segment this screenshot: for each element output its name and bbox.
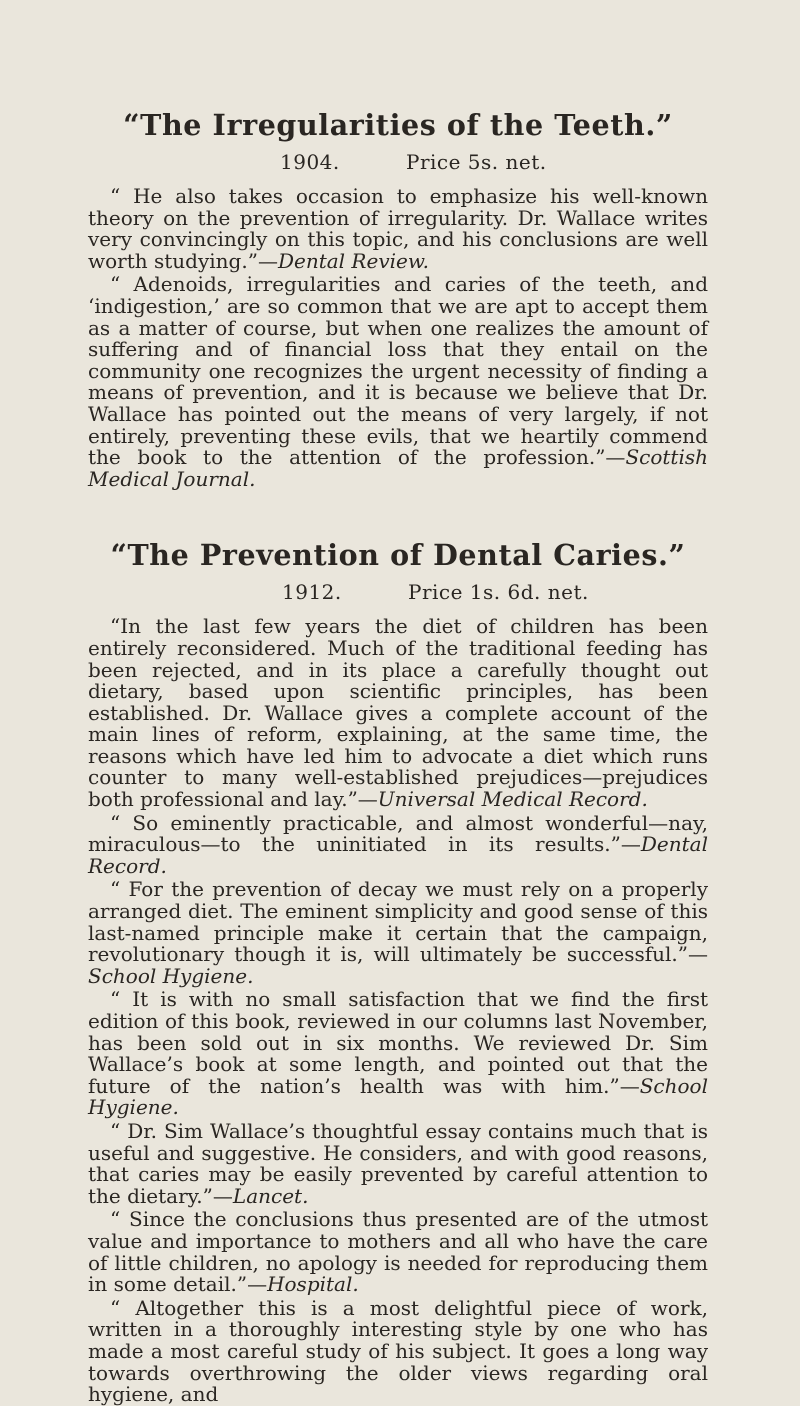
price: Price 5s. net. [406,150,547,174]
review-source: School Hygiene. [88,963,254,988]
review-quote: “ He also takes occasion to emphasize his well-known theory on the prevention of irregularity. Dr. Wallace writes very convincingly on this topic, and his conclusions are well worth studying.”— [88,184,708,273]
review-quote: “ Dr. Sim Wallace’s thoughtful essay contains much that is useful and suggestive. He considers, and with good reasons, that caries may be easily prevented by careful attention to the dietary.”— [88,1118,708,1208]
review-quote: “ So eminently practicable, and almost wonderful—nay, miraculous—to the uninitiated in its results.”— [88,810,708,857]
price: Price 1s. 6d. net. [408,580,589,605]
review-quote: “ Adenoids, irregularities and caries of the teeth, and ‘indigestion,’ are so common that we are apt to accept them as a matter of course, but when one realizes the amount of suffering and of financial loss that they entail on the community one recognizes the urgent necessity of finding a means of prevention, and it is because we believe that Dr. Wallace has pointed out the means of very largely, if not entirely, preventing these evils, that we heartily commend the book to the attention of the profession.”— [88,272,708,470]
review-source: Hospital. [267,1272,359,1297]
review-source: Dental Record. [88,832,708,878]
review-paragraph [88,274,708,490]
review-source: Dental Review. [277,248,429,273]
book-title: “The Prevention of Dental Caries.” [110,538,686,573]
section-spacer [88,492,708,538]
review-quote: “ Altogether this is a most delightful piece of work, written in a thoroughly interesting style by one who has made a most careful study of his subject. It goes a long way towards overthrowing the older views regarding oral hygiene, and [88,1295,708,1406]
publication-year: 1904. [280,150,340,174]
book-title: “The Irregularities of the Teeth.” [123,108,673,142]
review-paragraph [88,616,708,810]
publication-line [88,580,708,604]
review-paragraph [88,879,708,987]
publication-line [88,150,708,174]
review-paragraph [88,1209,708,1295]
publication-year: 1912. [282,580,342,605]
review-quote: “ It is with no small satisfaction that we find the first edition of this book, reviewed in our columns last November, has been sold out in six months. We reviewed Dr. Sim Wallace’s book at some length, and pointed out that the future of the nation’s health was with him.”— [88,987,708,1098]
review-source: School Hygiene. [88,1073,708,1120]
review-paragraph [88,1118,708,1208]
review-paragraph [88,810,708,878]
book-section-irregularities [88,108,708,490]
review-quote: “ For the prevention of decay we must rely on a properly arranged diet. The eminent simplicity and good sense of this last-named principle make it certain that the campaign, revolutionary though it is, will ultimately be successful.”— [88,877,708,967]
review-source: Universal Medical Record. [377,787,648,812]
review-source: Lancet. [232,1183,309,1208]
review-source: Scottish Medical Journal. [88,445,708,491]
review-quote: “ Since the conclusions thus presented are of the utmost value and importance to mothers and all who have the care of little children, no apology is needed for reproducing them in some detail.”— [88,1207,708,1297]
review-quote: “In the last few years the diet of children has been entirely reconsidered. Much of the traditional feeding has been rejected, and in its place a carefully thought out dietary, based upon scientific principles, has been established. Dr. Wallace gives a complete account of the main lines of reform, explaining, at the same time, the reasons which have led him to advocate a diet which runs counter to many well-established prejudices—prejudices both professional and lay.”— [88,614,708,812]
review-paragraph [88,989,708,1119]
book-section-dental-caries [88,538,708,1405]
review-paragraph [88,1295,708,1406]
review-paragraph [88,186,708,272]
